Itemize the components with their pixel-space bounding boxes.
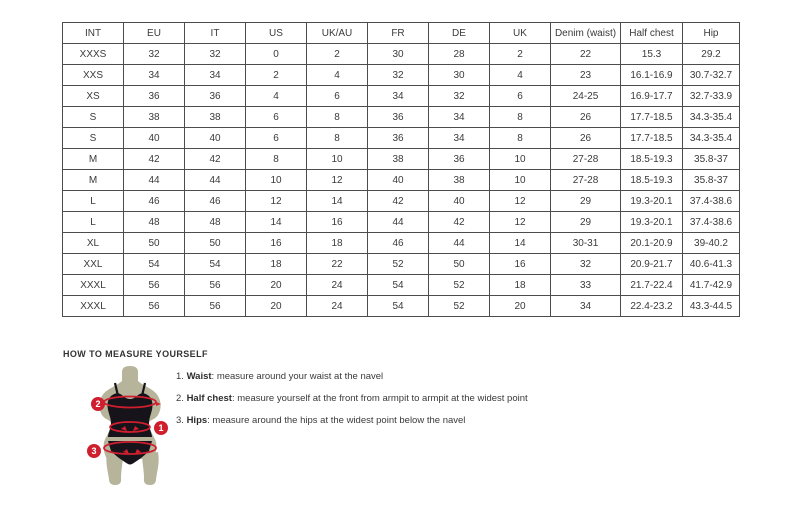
instruction-text: : measure around your waist at the navel [211,371,384,382]
size-cell: 48 [185,212,246,233]
size-cell: 42 [429,212,490,233]
size-cell: 4 [246,86,307,107]
size-cell: 24-25 [551,86,621,107]
size-cell: 50 [124,233,185,254]
size-cell: 32 [185,44,246,65]
size-cell: 29 [551,212,621,233]
size-cell: 36 [429,149,490,170]
size-row [63,296,740,317]
size-cell: 17.7-18.5 [621,107,683,128]
size-cell: XS [63,86,124,107]
size-cell: XXL [63,254,124,275]
size-cell: 6 [246,128,307,149]
size-cell: 44 [124,170,185,191]
size-cell: 23 [551,65,621,86]
size-cell: 19.3-20.1 [621,191,683,212]
size-chart-header-row [63,23,740,44]
measure-section-heading: HOW TO MEASURE YOURSELF [63,349,208,359]
size-cell: 34 [185,65,246,86]
column-header: Denim (waist) [551,23,621,44]
size-cell: 36 [368,107,429,128]
size-cell: 29 [551,191,621,212]
size-cell: 8 [307,128,368,149]
size-cell: 16 [307,212,368,233]
size-cell: 15.3 [621,44,683,65]
column-header: IT [185,23,246,44]
column-header: UK [490,23,551,44]
size-row [63,275,740,296]
size-cell: 34 [429,107,490,128]
size-cell: 10 [246,170,307,191]
size-cell: 40 [429,191,490,212]
size-cell: 34.3-35.4 [683,107,740,128]
size-cell: 16 [246,233,307,254]
size-cell: 16 [490,254,551,275]
size-cell: 16.9-17.7 [621,86,683,107]
size-cell: 36 [124,86,185,107]
size-cell: 35.8-37 [683,149,740,170]
size-cell: 4 [307,65,368,86]
size-cell: 16.1-16.9 [621,65,683,86]
size-cell: M [63,149,124,170]
size-cell: 27-28 [551,170,621,191]
size-cell: 54 [368,275,429,296]
size-cell: 20 [246,296,307,317]
size-cell: 32 [551,254,621,275]
instruction-label: Half chest [186,393,232,404]
measure-instruction [176,415,736,427]
size-cell: 40 [185,128,246,149]
size-cell: 33 [551,275,621,296]
size-cell: 52 [429,275,490,296]
instruction-number: 3. [176,415,187,426]
measure-instruction [176,371,736,383]
size-cell: 38 [368,149,429,170]
size-cell: 40.6-41.3 [683,254,740,275]
size-cell: 34 [124,65,185,86]
size-row [63,149,740,170]
size-cell: 18.5-19.3 [621,170,683,191]
size-row [63,191,740,212]
instruction-text: : measure around the hips at the widest point below the navel [207,415,466,426]
size-cell: 18 [490,275,551,296]
size-cell: 54 [185,254,246,275]
size-cell: 42 [124,149,185,170]
size-row [63,107,740,128]
size-cell: 32.7-33.9 [683,86,740,107]
size-cell: 19.3-20.1 [621,212,683,233]
size-cell: 29.2 [683,44,740,65]
size-cell: 27-28 [551,149,621,170]
size-row [63,233,740,254]
size-cell: 26 [551,128,621,149]
size-cell: 10 [490,170,551,191]
size-cell: 43.3-44.5 [683,296,740,317]
marker-badge-waist: 1 [154,421,168,435]
column-header: DE [429,23,490,44]
size-row [63,254,740,275]
size-cell: 22 [307,254,368,275]
size-cell: 8 [246,149,307,170]
size-cell: 2 [490,44,551,65]
size-cell: 32 [368,65,429,86]
column-header: FR [368,23,429,44]
column-header: US [246,23,307,44]
size-cell: 12 [490,212,551,233]
size-cell: 28 [429,44,490,65]
size-cell: 6 [246,107,307,128]
size-cell: S [63,107,124,128]
size-cell: 56 [185,275,246,296]
size-cell: 20 [490,296,551,317]
size-cell: 34.3-35.4 [683,128,740,149]
size-cell: 36 [185,86,246,107]
size-cell: 30 [368,44,429,65]
size-cell: 42 [185,149,246,170]
size-cell: 38 [429,170,490,191]
size-cell: 52 [368,254,429,275]
size-cell: 22.4-23.2 [621,296,683,317]
size-cell: 10 [307,149,368,170]
size-cell: 17.7-18.5 [621,128,683,149]
size-cell: XXXL [63,296,124,317]
marker-badge-hips: 3 [87,444,101,458]
size-cell: 14 [246,212,307,233]
instruction-number: 1. [176,371,187,382]
size-cell: 24 [307,296,368,317]
size-cell: XXS [63,65,124,86]
size-cell: 34 [551,296,621,317]
size-cell: 48 [124,212,185,233]
size-cell: XXXL [63,275,124,296]
size-cell: L [63,212,124,233]
size-row [63,170,740,191]
size-cell: 18 [307,233,368,254]
size-cell: 50 [185,233,246,254]
size-cell: 14 [490,233,551,254]
size-cell: 32 [429,86,490,107]
size-cell: 38 [185,107,246,128]
size-cell: 34 [368,86,429,107]
size-cell: 56 [124,275,185,296]
column-header: INT [63,23,124,44]
size-cell: 12 [246,191,307,212]
size-cell: 2 [246,65,307,86]
size-row [63,44,740,65]
size-cell: 38 [124,107,185,128]
instruction-number: 2. [176,393,187,404]
column-header: EU [124,23,185,44]
marker-badge-half-chest: 2 [91,397,105,411]
size-cell: 35.8-37 [683,170,740,191]
size-cell: 18.5-19.3 [621,149,683,170]
size-cell: 8 [490,107,551,128]
instruction-label: Hips [186,415,208,426]
size-chart-table [62,22,740,317]
size-cell: 21.7-22.4 [621,275,683,296]
size-cell: 20.1-20.9 [621,233,683,254]
size-cell: 54 [124,254,185,275]
size-cell: 12 [490,191,551,212]
size-cell: 30.7-32.7 [683,65,740,86]
measure-instruction [176,393,736,405]
size-cell: 54 [368,296,429,317]
instruction-label: Waist [186,371,212,382]
size-cell: 8 [490,128,551,149]
size-cell: 6 [490,86,551,107]
instruction-text: : measure yourself at the front from armpit to armpit at the widest point [231,393,528,404]
column-header: Half chest [621,23,683,44]
size-cell: 36 [368,128,429,149]
size-cell: 20.9-21.7 [621,254,683,275]
size-cell: 39-40.2 [683,233,740,254]
size-cell: 40 [368,170,429,191]
size-cell: 44 [185,170,246,191]
size-row [63,86,740,107]
size-cell: 12 [307,170,368,191]
size-cell: 30-31 [551,233,621,254]
size-cell: 46 [368,233,429,254]
size-cell: 37.4-38.6 [683,191,740,212]
size-cell: 8 [307,107,368,128]
size-cell: 30 [429,65,490,86]
size-cell: M [63,170,124,191]
size-cell: 46 [185,191,246,212]
size-cell: 56 [124,296,185,317]
size-cell: 44 [429,233,490,254]
size-cell: 18 [246,254,307,275]
size-cell: 52 [429,296,490,317]
mannequin-right-leg [142,452,159,485]
column-header: UK/AU [307,23,368,44]
size-chart-body [63,44,740,317]
size-cell: 10 [490,149,551,170]
size-cell: 56 [185,296,246,317]
size-cell: 2 [307,44,368,65]
size-cell: 6 [307,86,368,107]
size-row [63,212,740,233]
size-cell: 50 [429,254,490,275]
size-cell: 20 [246,275,307,296]
size-cell: S [63,128,124,149]
size-cell: 14 [307,191,368,212]
size-cell: 22 [551,44,621,65]
size-cell: 26 [551,107,621,128]
column-header: Hip [683,23,740,44]
size-cell: 42 [368,191,429,212]
size-row [63,128,740,149]
size-cell: 41.7-42.9 [683,275,740,296]
size-cell: L [63,191,124,212]
size-cell: 34 [429,128,490,149]
size-cell: 44 [368,212,429,233]
size-cell: 0 [246,44,307,65]
size-cell: XL [63,233,124,254]
size-row [63,65,740,86]
size-cell: 4 [490,65,551,86]
measure-instructions [176,371,736,437]
size-cell: 32 [124,44,185,65]
size-cell: XXXS [63,44,124,65]
measurement-figure [85,366,180,491]
size-cell: 24 [307,275,368,296]
size-cell: 37.4-38.6 [683,212,740,233]
size-cell: 40 [124,128,185,149]
size-cell: 46 [124,191,185,212]
